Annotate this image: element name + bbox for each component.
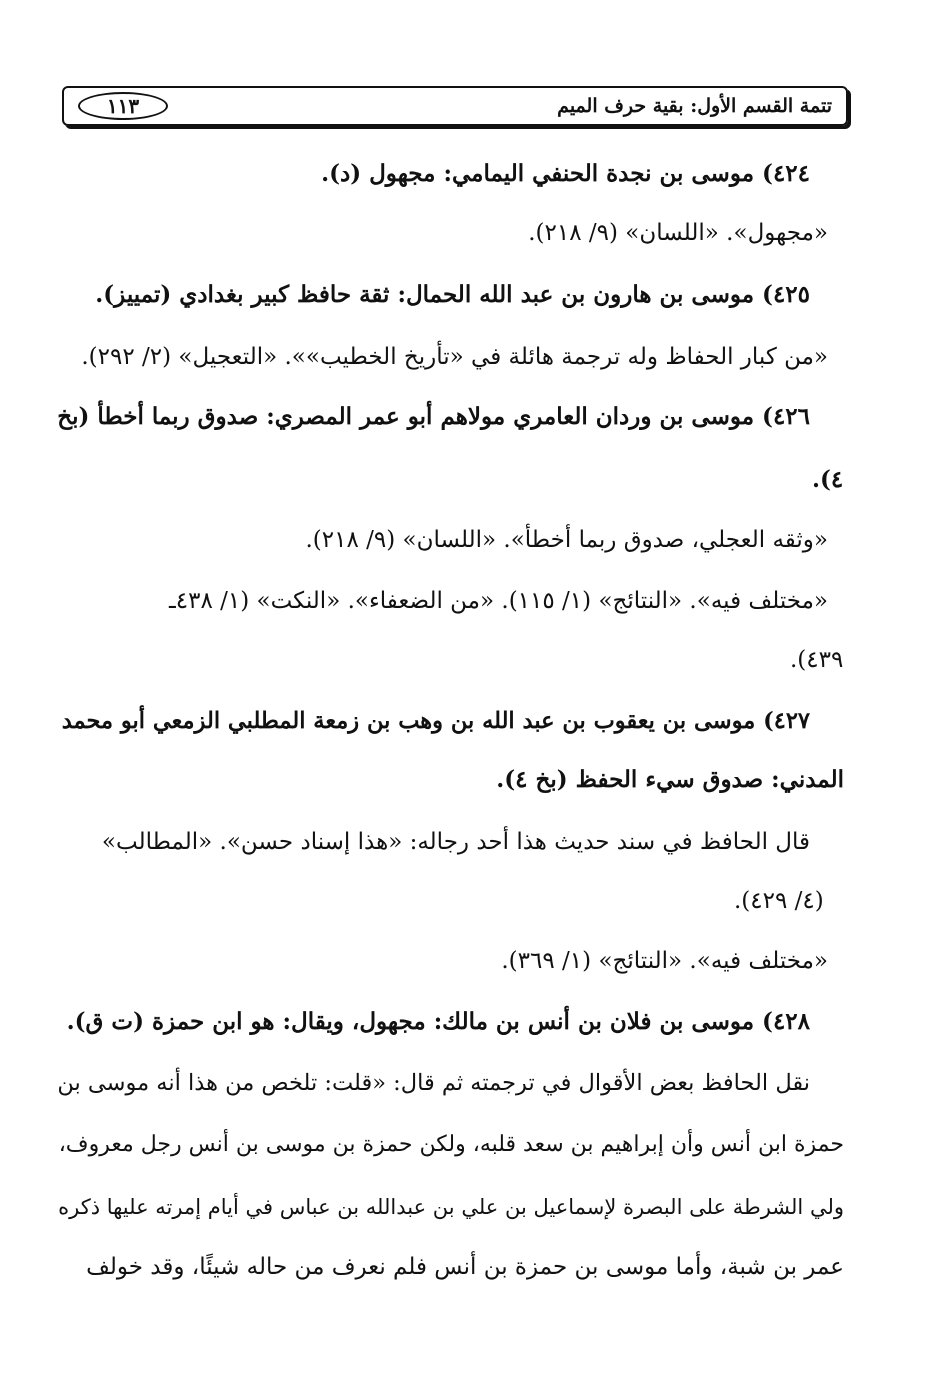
text-line: المدني: صدوق سيء الحفظ (بخ ٤). [496, 766, 844, 793]
text-line: ٤٢٨) موسى بن فلان بن أنس بن مالك: مجهول، ويقال: هو ابن حمزة (ت ق). [66, 1008, 810, 1035]
text-line: حمزة ابن أنس وأن إبراهيم بن سعد قلبه، ولكن حمزة بن موسى بن أنس رجل معروف، [58, 1132, 844, 1157]
text-line: قال الحافظ في سند حديث هذا أحد رجاله: «هذا إسناد حسن». «المطالب» [101, 829, 810, 855]
text-line: (٤/ ٤٢٩). [734, 888, 824, 914]
text-line: عمر بن شبة، وأما موسى بن حمزة بن أنس فلم نعرف من حاله شيئًا، وقد خولف [86, 1254, 844, 1280]
running-header [62, 86, 848, 126]
text-line: نقل الحافظ بعض الأقوال في ترجمته ثم قال: «قلت: تلخص من هذا أنه موسى بن [57, 1070, 810, 1096]
text-line: ٤٢٧) موسى بن يعقوب بن عبد الله بن وهب بن زمعة المطلبي الزمعي أبو محمد [61, 708, 810, 734]
text-line: «مجهول». «اللسان» (٩/ ٢١٨). [528, 220, 828, 246]
page-number: ١١٣ [78, 92, 168, 120]
header-title: تتمة القسم الأول: بقية حرف الميم [557, 95, 832, 117]
text-line: ٤٣٩). [790, 647, 844, 673]
text-line: «مختلف فيه». «النتائج» (١/ ٣٦٩). [501, 948, 828, 974]
text-line: ٤٢٦) موسى بن وردان العامري مولاهم أبو عمر المصري: صدوق ربما أخطأ (بخ [57, 403, 810, 430]
text-line: «مختلف فيه». «النتائج» (١/ ١١٥). «من الضعفاء». «النكت» (١/ ٤٣٨ـ [168, 588, 828, 614]
text-line: «وثقه العجلي، صدوق ربما أخطأ». «اللسان» (٩/ ٢١٨). [305, 527, 828, 553]
text-line: «من كبار الحفاظ وله ترجمة هائلة في «تأريخ الخطيب»». «التعجيل» (٢/ ٢٩٢). [81, 344, 828, 370]
text-line: ٤). [812, 466, 844, 493]
text-line: ٤٢٥) موسى بن هارون بن عبد الله الحمال: ثقة حافظ كبير بغدادي (تمييز). [95, 281, 810, 308]
text-line: ولي الشرطة على البصرة لإسماعيل بن علي بن عبدالله بن عباس في أيام إمرته عليها ذكره [58, 1195, 844, 1219]
text-line: ٤٢٤) موسى بن نجدة الحنفي اليمامي: مجهول (د). [321, 160, 810, 187]
